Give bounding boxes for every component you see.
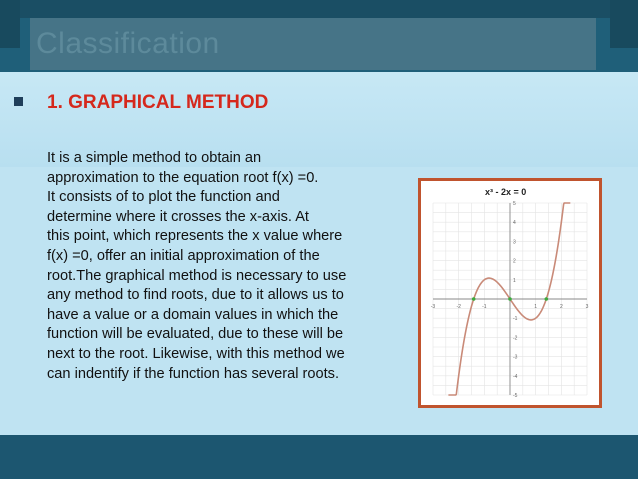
y-tick-label: -4 <box>513 373 518 380</box>
x-tick-label: -2 <box>456 304 461 310</box>
body-line: any method to find roots, due to it allows us to <box>47 287 344 304</box>
body-line: f(x) =0, offer an initial approximation of the <box>47 247 320 264</box>
body-line: approximation to the equation root f(x) =0. <box>47 169 319 186</box>
y-tick-label: 3 <box>513 239 516 246</box>
y-tick-label: 4 <box>513 220 516 227</box>
x-tick-label: -1 <box>482 304 487 310</box>
body-line: It is a simple method to obtain an <box>47 150 262 166</box>
body-line: root.The graphical method is necessary to use <box>47 267 347 284</box>
function-graph <box>418 178 602 408</box>
y-tick-label: -5 <box>513 393 518 399</box>
y-tick-label: 2 <box>513 258 516 265</box>
body-text <box>47 149 417 384</box>
graph-title: x³ - 2x = 0 <box>485 187 527 197</box>
body-line: next to the root. Likewise, with this method we <box>47 345 345 362</box>
root-point <box>508 297 512 301</box>
top-strip <box>0 0 638 18</box>
x-tick-label: -3 <box>430 304 436 310</box>
x-tick-label: 1 <box>534 304 538 310</box>
y-tick-label: 1 <box>513 277 516 284</box>
corner-decoration-left <box>0 0 20 48</box>
body-line: determine where it crosses the x-axis. At <box>47 208 309 225</box>
graph-plot <box>421 181 599 405</box>
corner-decoration-right <box>610 0 638 48</box>
body-line: It consists of to plot the function and <box>47 189 280 206</box>
bottom-bar <box>0 435 638 479</box>
y-tick-label: -1 <box>513 316 518 323</box>
slide-title: Classification <box>36 27 220 60</box>
x-tick-label: 3 <box>585 304 589 310</box>
y-tick-label: -2 <box>513 335 518 342</box>
body-line: can indentify if the function has several roots. <box>47 365 340 382</box>
bullet-square-icon <box>14 97 23 106</box>
y-tick-label: -3 <box>513 354 518 361</box>
y-tick-label: 5 <box>513 201 516 207</box>
x-tick-label: 2 <box>559 304 563 310</box>
body-line: function will be evaluated, due to these will be <box>47 326 344 343</box>
root-point <box>544 297 548 301</box>
root-point <box>472 297 476 301</box>
body-line: this point, which represents the x value where <box>47 228 343 245</box>
section-heading: 1. GRAPHICAL METHOD <box>47 92 269 113</box>
body-line: have a value or a domain values in which the <box>47 306 339 323</box>
